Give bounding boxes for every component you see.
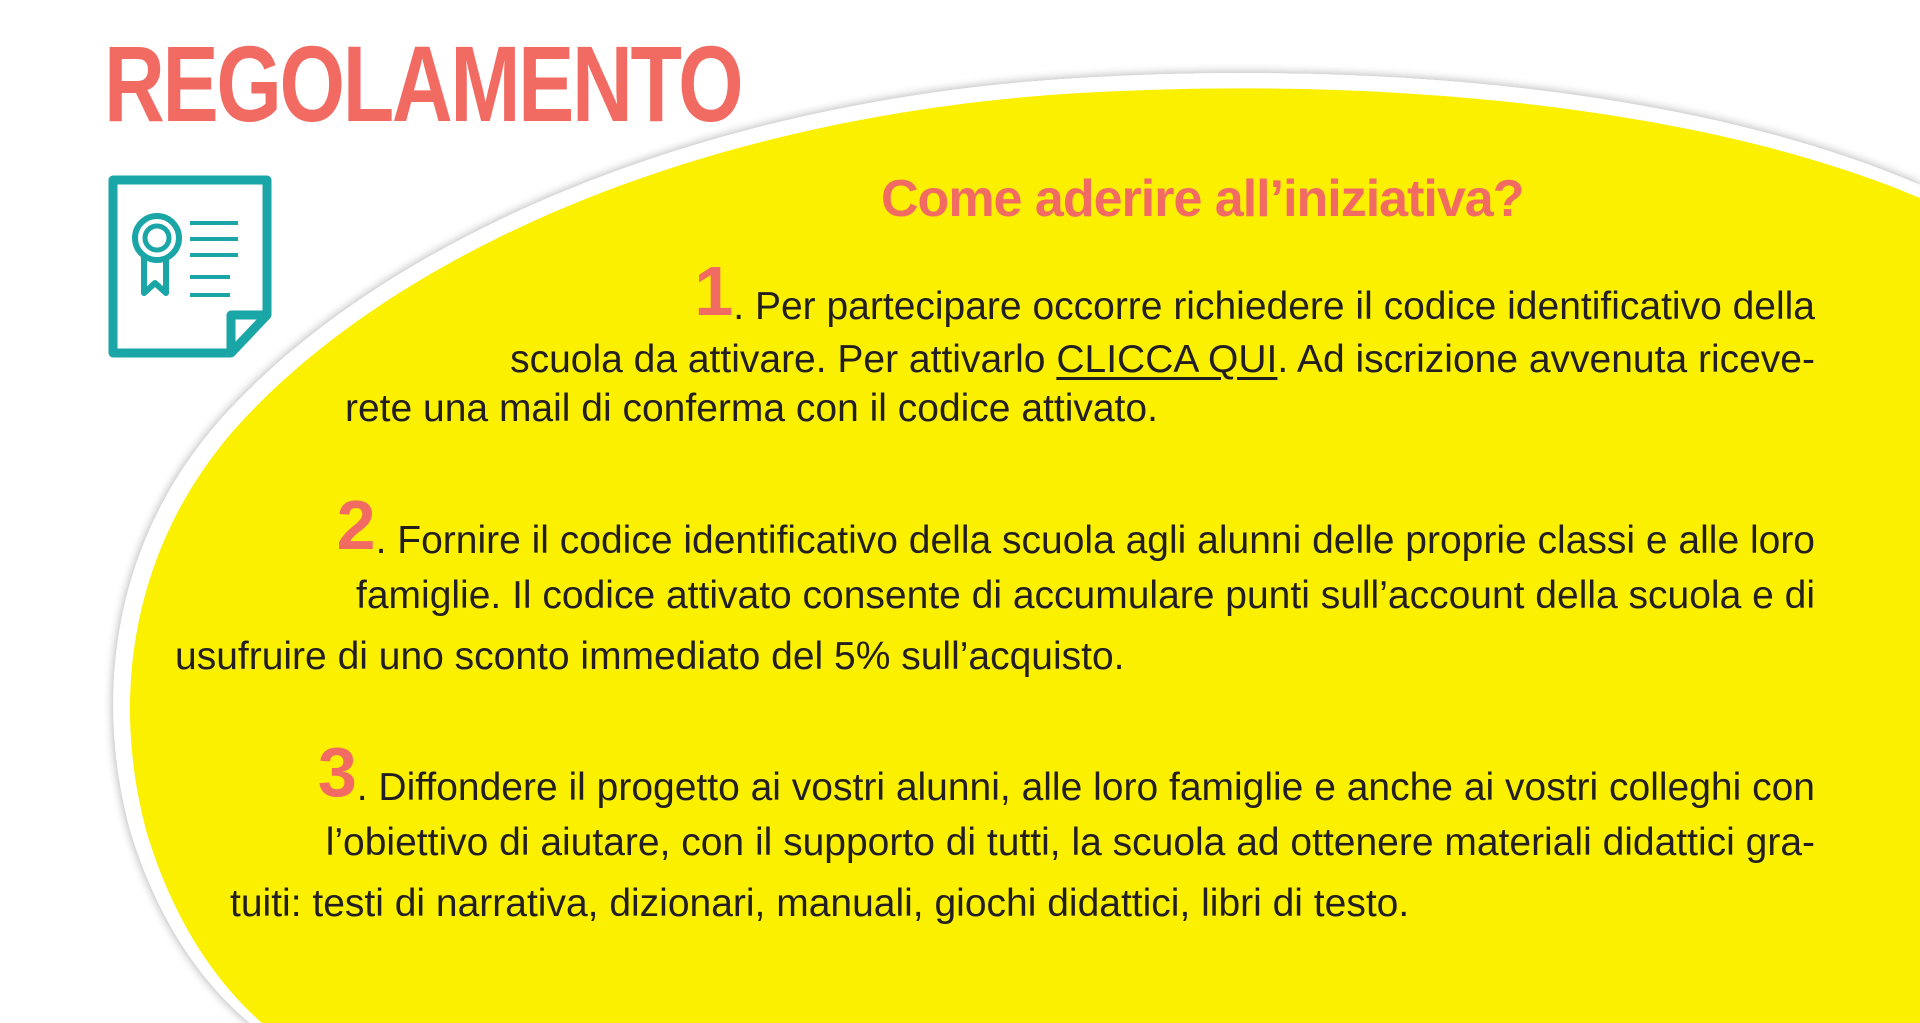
step-2-line-2: famiglie. Il codice attivato consente di accumulare punti sull’account della scuola e di	[356, 574, 1815, 617]
step-1-line-1	[510, 244, 1815, 330]
section-subtitle: Come aderire all’iniziativa?	[881, 170, 1524, 228]
step-1-text-1: . Per partecipare occorre richiedere il codice identificativo della	[733, 285, 1815, 328]
step-3-text-1: . Diffondere il progetto ai vostri alunni, alle loro famiglie e anche ai vostri colleghi con	[356, 766, 1815, 809]
step-1-line-3: rete una mail di conferma con il codice attivato.	[345, 387, 1158, 430]
step-2-line-3: usufruire di uno sconto immediato del 5% sull’acquisto.	[175, 635, 1125, 678]
step-2-number: 2	[336, 486, 376, 564]
step-2	[336, 486, 1815, 617]
step-1	[510, 244, 1815, 379]
step-1-line-2	[510, 340, 1815, 379]
step-1-text-2a: scuola da attivare. Per attivarlo	[510, 338, 1057, 381]
clicca-qui-link[interactable]: CLICCA QUI	[1056, 338, 1278, 381]
step-1-number: 1	[694, 252, 734, 330]
step-3-line-1	[317, 733, 1815, 811]
step-3	[317, 733, 1815, 864]
certificate-icon	[108, 175, 274, 359]
step-3-number: 3	[317, 733, 357, 811]
step-2-text-1: . Fornire il codice identificativo della scuola agli alunni delle proprie classi e alle loro	[375, 519, 1815, 562]
step-2-line-1	[336, 486, 1815, 564]
step-3-line-2: l’obiettivo di aiutare, con il supporto di tutti, la scuola ad ottenere materiali didattici gra-	[325, 821, 1815, 864]
step-1-text-2b: . Ad iscrizione avvenuta riceve-	[1277, 338, 1815, 381]
page-title: REGOLAMENTO	[104, 23, 742, 144]
step-3-line-3: tuiti: testi di narrativa, dizionari, manuali, giochi didattici, libri di testo.	[230, 882, 1410, 925]
